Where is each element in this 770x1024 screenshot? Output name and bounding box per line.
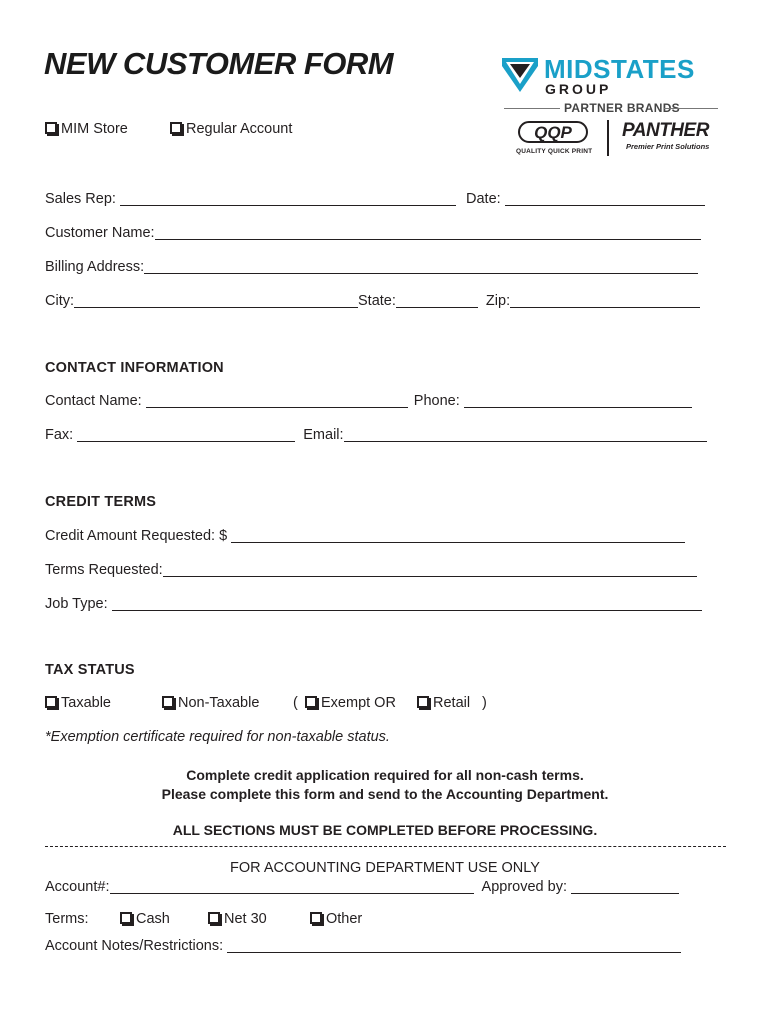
billing-address-field[interactable]	[144, 259, 698, 274]
accounting-terms-label: Terms:	[45, 911, 89, 927]
panther-subtitle: Premier Print Solutions	[626, 142, 710, 151]
approved-by-label: Approved by:	[481, 879, 567, 895]
sales-rep-row	[45, 191, 705, 207]
open-paren: (	[293, 695, 298, 711]
terms-requested-label: Terms Requested:	[45, 562, 163, 578]
net30-label: Net 30	[224, 911, 267, 927]
zip-label: Zip:	[485, 293, 511, 309]
credit-amount-label: Credit Amount Requested: $	[45, 528, 228, 544]
regular-account-label: Regular Account	[186, 121, 293, 137]
cash-label: Cash	[136, 911, 170, 927]
date-field[interactable]	[505, 191, 705, 206]
job-type-label: Job Type:	[45, 596, 108, 612]
sales-rep-field[interactable]	[120, 191, 456, 206]
credit-amount-field[interactable]	[231, 528, 685, 543]
qqp-subtitle: QUALITY QUICK PRINT	[516, 148, 593, 155]
job-type-field[interactable]	[112, 596, 702, 611]
close-paren: )	[482, 695, 487, 711]
mim-store-checkbox[interactable]	[45, 122, 57, 134]
taxable-checkbox[interactable]	[45, 696, 57, 708]
city-state-zip-row	[45, 293, 700, 309]
account-notes-row	[45, 938, 681, 954]
exempt-label: Exempt OR	[321, 695, 396, 711]
email-label: Email:	[303, 427, 344, 443]
retail-label: Retail	[433, 695, 471, 711]
sales-rep-label: Sales Rep:	[45, 191, 116, 207]
other-option[interactable]	[310, 911, 362, 927]
city-label: City:	[45, 293, 74, 309]
taxable-option[interactable]	[45, 695, 111, 711]
svg-text:QQP: QQP	[534, 123, 572, 142]
other-label: Other	[326, 911, 363, 927]
billing-address-row	[45, 259, 698, 275]
logo-name: MIDSTATES	[544, 54, 695, 84]
tax-heading: TAX STATUS	[45, 662, 135, 678]
exemption-note: *Exemption certificate required for non-taxable status.	[45, 729, 390, 745]
city-field[interactable]	[74, 293, 358, 308]
non-taxable-checkbox[interactable]	[162, 696, 174, 708]
logo-divider-right	[664, 108, 718, 109]
customer-name-label: Customer Name:	[45, 225, 155, 241]
taxable-label: Taxable	[61, 695, 111, 711]
other-checkbox[interactable]	[310, 912, 322, 924]
customer-name-field[interactable]	[155, 225, 701, 240]
retail-option[interactable]	[417, 695, 470, 711]
account-notes-field[interactable]	[227, 938, 681, 953]
qqp-logo-icon	[518, 120, 588, 144]
fax-field[interactable]	[77, 427, 295, 442]
exempt-option[interactable]	[305, 695, 396, 711]
page-title: NEW CUSTOMER FORM	[44, 46, 394, 81]
account-notes-label: Account Notes/Restrictions:	[45, 938, 224, 954]
logo-group: GROUP	[545, 81, 612, 97]
cash-option[interactable]	[120, 911, 170, 927]
net30-checkbox[interactable]	[208, 912, 220, 924]
account-label: Account#:	[45, 879, 110, 895]
state-field[interactable]	[396, 293, 478, 308]
regular-account-option[interactable]	[170, 121, 292, 137]
cash-checkbox[interactable]	[120, 912, 132, 924]
accounting-divider	[45, 846, 726, 847]
panther-logo: PANTHER	[622, 120, 709, 141]
mim-store-label: MIM Store	[61, 121, 128, 137]
email-field[interactable]	[344, 427, 707, 442]
account-field[interactable]	[110, 879, 474, 894]
state-label: State:	[358, 293, 396, 309]
brand-separator	[607, 120, 609, 156]
credit-amount-row	[45, 528, 685, 544]
credit-heading: CREDIT TERMS	[45, 494, 157, 510]
exempt-checkbox[interactable]	[305, 696, 317, 708]
retail-checkbox[interactable]	[417, 696, 429, 708]
customer-name-row	[45, 225, 701, 241]
terms-requested-row	[45, 562, 697, 578]
zip-field[interactable]	[510, 293, 700, 308]
notice-all-sections: ALL SECTIONS MUST BE COMPLETED BEFORE PROCESSING.	[172, 822, 598, 838]
notice-send-accounting: Please complete this form and send to the Accounting Department.	[161, 786, 609, 802]
date-label: Date:	[466, 191, 501, 207]
job-type-row	[45, 596, 702, 612]
mim-store-option[interactable]	[45, 121, 128, 137]
regular-account-checkbox[interactable]	[170, 122, 182, 134]
non-taxable-label: Non-Taxable	[178, 695, 260, 711]
billing-address-label: Billing Address:	[45, 259, 145, 275]
non-taxable-option[interactable]	[162, 695, 259, 711]
midstates-logo	[502, 54, 722, 164]
accounting-heading: FOR ACCOUNTING DEPARTMENT USE ONLY	[230, 860, 540, 876]
fax-email-row	[45, 427, 707, 443]
contact-name-label: Contact Name:	[45, 393, 142, 409]
phone-label: Phone:	[413, 393, 460, 409]
account-row	[45, 879, 679, 895]
contact-name-row	[45, 393, 692, 409]
contact-heading: CONTACT INFORMATION	[45, 360, 224, 376]
notice-credit-application: Complete credit application required for all non-cash terms.	[186, 767, 584, 783]
midstates-mark-icon	[502, 58, 538, 94]
net30-option[interactable]	[208, 911, 267, 927]
logo-divider-left	[504, 108, 560, 109]
approved-by-field[interactable]	[571, 879, 679, 894]
contact-name-field[interactable]	[146, 393, 408, 408]
fax-label: Fax:	[45, 427, 74, 443]
partner-brands-label: PARTNER BRANDS	[564, 101, 680, 115]
phone-field[interactable]	[464, 393, 692, 408]
terms-requested-field[interactable]	[163, 562, 697, 577]
